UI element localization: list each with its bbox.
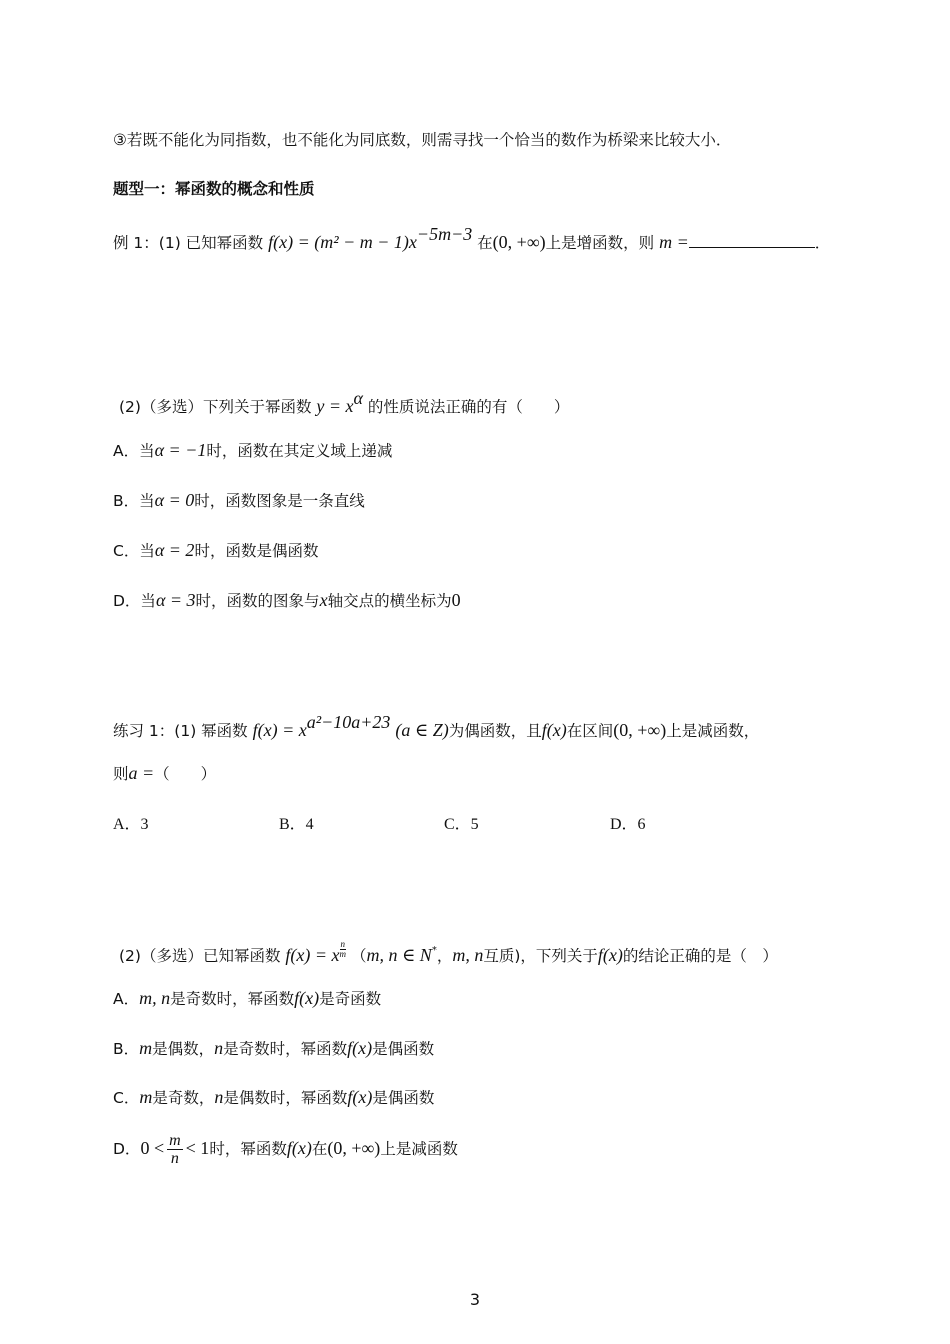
- option-d-cond: α = 3: [155, 590, 196, 610]
- ex1-2-alpha: α: [353, 388, 363, 408]
- pr-opt-c-letter: C．: [113, 1089, 140, 1107]
- practice-1-part-1: [113, 710, 759, 745]
- pr1-2-stem-b: 的结论正确的是（ ）: [622, 947, 778, 966]
- pr-opt-a-f: f(x): [294, 988, 320, 1008]
- pr-opt-b-t3: 是偶函数: [372, 1040, 435, 1058]
- pr-opt-b-v1: m: [139, 1038, 153, 1058]
- pr-opt-d-lt1: < 1: [185, 1138, 210, 1158]
- pr-opt-d-t3: 上是减函数: [380, 1140, 458, 1158]
- pr-opt-d-lt0: 0 <: [140, 1138, 165, 1158]
- frac-num: m: [169, 1131, 181, 1149]
- pr1-2-exponent: [340, 940, 347, 959]
- option-c-letter: C．当: [113, 542, 155, 560]
- example-1-part-1: [113, 222, 830, 257]
- pr-opt-d-letter: D．: [113, 1140, 141, 1158]
- option-d-letter: D．当: [113, 592, 156, 610]
- note-3: ③若既不能化为同指数，也不能化为同底数，则需寻找一个恰当的数作为桥梁来比较大小．: [113, 131, 732, 149]
- option-a-cond: α = −1: [154, 440, 207, 460]
- pr-option-d: [113, 1128, 458, 1169]
- pr1-2-mn2: m, n: [452, 945, 484, 966]
- pr-opt-b-t1: 是偶数，: [152, 1040, 215, 1058]
- pr1-2-fx2: f(x): [597, 945, 623, 966]
- pr1-t2: 在区间: [566, 722, 614, 741]
- pr1-function: f(x) = x: [252, 720, 307, 741]
- option-d: [113, 586, 461, 615]
- ex1-mid: 在: [477, 234, 493, 253]
- ex1-m-eq: m =: [659, 232, 689, 253]
- option-c-cond: α = 2: [154, 540, 195, 560]
- pr1-2-stem-a: (2)（多选）已知幂函数: [119, 947, 281, 966]
- option-b-text: 时，函数图象是一条直线: [194, 492, 365, 510]
- option-a: [113, 436, 392, 465]
- pr-option-c: [113, 1083, 434, 1112]
- pr-opt-b-v2: n: [214, 1038, 224, 1058]
- pr1-exponent: a²−10a+23: [306, 712, 391, 732]
- pr1-2-paren-a: （: [350, 947, 367, 966]
- pr-opt-b-t2: 是奇数时，幂函数: [223, 1040, 348, 1058]
- ex1-function: f(x) = (m² − m − 1)x: [268, 232, 417, 253]
- pr1-2-mn: m, n ∈ N: [366, 945, 432, 966]
- ex1-exponent: −5m−3: [416, 224, 473, 244]
- ex1-tail: 上是增函数，则: [545, 234, 655, 253]
- pr1-t1: 为偶函数，且: [448, 722, 542, 741]
- example-1-part-2-stem: [119, 386, 569, 421]
- pr-opt-c-v2: n: [214, 1087, 224, 1107]
- practice-1-part-2-stem: [119, 939, 778, 973]
- option-a-text: 时，函数在其定义域上递减: [206, 442, 393, 460]
- section-title: 题型一：幂函数的概念和性质: [113, 180, 315, 198]
- pr-opt-b-f: f(x): [347, 1038, 373, 1058]
- option-b: [113, 486, 365, 515]
- option-c-text: 时，函数是偶函数: [194, 542, 319, 560]
- option-d-x: x: [319, 590, 328, 610]
- pr1-2-function: f(x) = x: [285, 945, 340, 966]
- pr1-2-star: *: [431, 945, 437, 956]
- pr-opt-a-letter: A．: [113, 990, 140, 1008]
- pr-opt-b-letter: B．: [113, 1040, 140, 1058]
- ex1-2-stem-b: 的性质说法正确的有（ ）: [367, 398, 570, 417]
- pr-opt-d-fraction: [167, 1133, 183, 1167]
- pr1-line2b: （ ）: [154, 765, 217, 783]
- pr-opt-a-t1: 是奇数时，幂函数: [170, 990, 295, 1008]
- ex1-end: ．: [814, 234, 831, 253]
- ex1-2-stem-a: (2)（多选）下列关于幂函数: [119, 398, 312, 417]
- pr1-interval: (0, +∞): [613, 720, 667, 741]
- pr1-line2a: 则: [113, 765, 129, 783]
- ex1-label: 例 1：(1) 已知幂函数: [113, 234, 264, 253]
- pr1-fx2: f(x): [541, 720, 567, 741]
- pr-option-b: [113, 1034, 434, 1063]
- pr-opt-d-interval: (0, +∞): [327, 1138, 381, 1158]
- option-b-cond: α = 0: [154, 490, 195, 510]
- choice-d[interactable]: D．6: [610, 816, 646, 833]
- choice-c[interactable]: C．5: [444, 816, 479, 833]
- option-d-text-a: 时，函数的图象与: [195, 592, 320, 610]
- answer-blank[interactable]: [689, 231, 815, 248]
- option-c: [113, 536, 318, 565]
- option-a-letter: A．当: [113, 442, 155, 460]
- pr-opt-d-f: f(x): [286, 1138, 312, 1158]
- page-number: 3: [469, 1290, 481, 1309]
- pr1-cond: (a ∈ Z): [395, 720, 449, 741]
- ex1-interval: (0, +∞): [492, 232, 546, 253]
- pr1-2-comma: ，: [436, 947, 453, 966]
- ex1-2-y-eq: y = x: [316, 396, 354, 417]
- option-d-text-b: 轴交点的横坐标为: [327, 592, 452, 610]
- choice-b[interactable]: B．4: [279, 816, 314, 833]
- pr-opt-c-t2: 是偶数时，幂函数: [223, 1089, 348, 1107]
- pr-opt-c-v1: m: [139, 1087, 153, 1107]
- exp-den: m: [339, 949, 347, 960]
- pr1-a-eq: a =: [128, 763, 155, 783]
- pr1-2-paren-b: 互质)，下列关于: [483, 947, 598, 966]
- pr1-label: 练习 1：(1) 幂函数: [113, 722, 248, 741]
- pr-opt-c-f: f(x): [347, 1087, 373, 1107]
- pr-opt-d-t2: 在: [311, 1140, 328, 1158]
- pr1-t3: 上是减函数，: [666, 722, 760, 741]
- pr-opt-a-t2: 是奇函数: [319, 990, 382, 1008]
- choice-a[interactable]: A．3: [113, 816, 149, 833]
- pr-opt-c-t1: 是奇数，: [152, 1089, 215, 1107]
- option-d-zero: 0: [451, 590, 461, 610]
- practice-1-part-1-line-2: [113, 759, 216, 788]
- pr-opt-d-t1: 时，幂函数: [209, 1140, 287, 1158]
- exp-num: n: [340, 939, 346, 950]
- pr-opt-a-v: m, n: [139, 988, 171, 1008]
- option-b-letter: B．当: [113, 492, 155, 510]
- pr-opt-c-t3: 是偶函数: [372, 1089, 435, 1107]
- frac-den: n: [170, 1149, 179, 1167]
- pr-option-a: [113, 984, 381, 1013]
